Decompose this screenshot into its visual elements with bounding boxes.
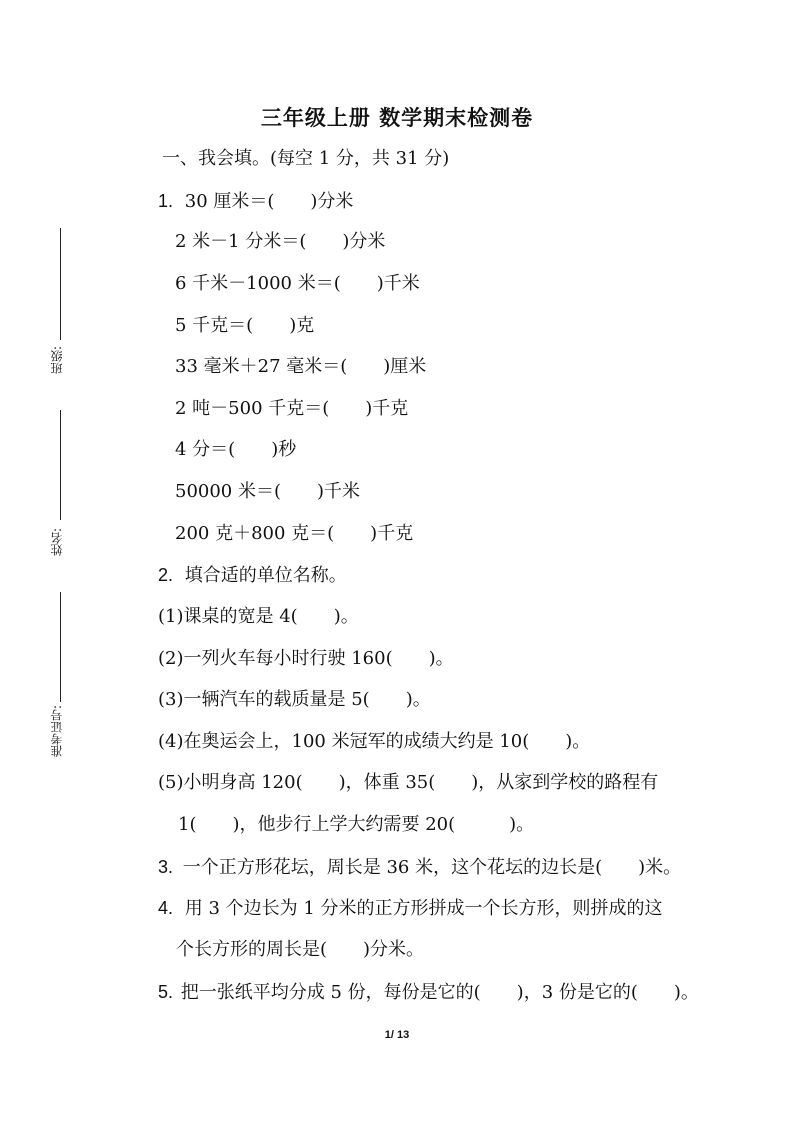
q1-item: 200 克＋800 克＝( )千克 bbox=[175, 523, 414, 544]
q1-item: 50000 米＝( )千米 bbox=[175, 481, 361, 502]
question-text: 把一张纸平均分成 5 份，每份是它的( )，3 份是它的( )。 bbox=[180, 982, 699, 1003]
page-number: 1/ 13 bbox=[384, 1029, 410, 1041]
name-label: 姓名: bbox=[50, 528, 64, 557]
q1-item: 2 米－1 分米＝( )分米 bbox=[175, 231, 386, 252]
question-5 bbox=[158, 980, 699, 1005]
question-text: 用 3 个边长为 1 分米的正方形拼成一个长方形，则拼成的这 bbox=[184, 898, 663, 919]
question-1 bbox=[158, 189, 353, 214]
side-rule-class bbox=[60, 228, 61, 340]
id-label: 准考证号: bbox=[50, 705, 64, 758]
side-rule-id bbox=[60, 592, 61, 702]
question-number: 1. bbox=[158, 191, 174, 211]
question-text: 30 厘米＝( )分米 bbox=[184, 191, 354, 212]
question-2 bbox=[158, 563, 347, 588]
question-number: 5. bbox=[158, 982, 174, 1002]
question-4 bbox=[158, 896, 663, 921]
question-number: 3. bbox=[158, 857, 174, 877]
question-text: 一个正方形花坛，周长是 36 米，这个花坛的边长是( )米。 bbox=[182, 857, 682, 878]
question-3 bbox=[158, 855, 681, 880]
q2-item: (4)在奥运会上，100 米冠军的成绩大约是 10( )。 bbox=[158, 731, 591, 752]
question-number: 2. bbox=[158, 565, 174, 585]
side-rule-name bbox=[60, 410, 61, 520]
question-text: 填合适的单位名称。 bbox=[184, 565, 347, 586]
q1-item: 33 毫米＋27 毫米＝( )厘米 bbox=[175, 356, 427, 377]
q1-item: 5 千克＝( )克 bbox=[175, 315, 315, 336]
q1-item: 4 分＝( )秒 bbox=[175, 439, 297, 460]
q2-item: 1( )，他步行上学大约需要 20( )。 bbox=[178, 814, 535, 835]
q2-item: (2)一列火车每小时行驶 160( )。 bbox=[158, 648, 454, 669]
question-number: 4. bbox=[158, 898, 174, 918]
q4-continuation: 个长方形的周长是( )分米。 bbox=[176, 939, 425, 960]
q1-item: 6 千米－1000 米＝( )千米 bbox=[175, 273, 420, 294]
q2-item: (5)小明身高 120( )，体重 35( )，从家到学校的路程有 bbox=[158, 772, 659, 793]
section-heading: 一、我会填。(每空 1 分，共 31 分) bbox=[162, 148, 450, 169]
q1-item: 2 吨－500 千克＝( )千克 bbox=[175, 398, 409, 419]
page-title: 三年级上册 数学期末检测卷 bbox=[260, 106, 534, 130]
q2-item: (3)一辆汽车的载质量是 5( )。 bbox=[158, 689, 431, 710]
class-label: 班级: bbox=[50, 346, 64, 375]
q2-item: (1)课桌的宽是 4( )。 bbox=[158, 606, 359, 627]
